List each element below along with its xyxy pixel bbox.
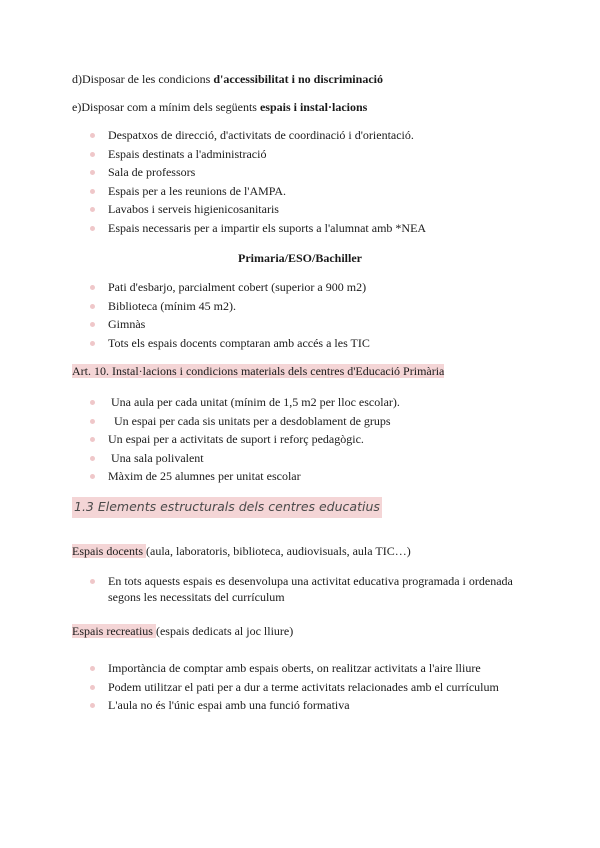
list-item xyxy=(90,146,426,165)
list-item xyxy=(90,279,370,298)
recreatius-paragraph xyxy=(72,623,293,639)
bullet-icon xyxy=(90,285,95,290)
paragraph-accessibility xyxy=(72,71,383,87)
list-item-text: En tots aquests espais es desenvolupa una activitat educativa programada i ordenada segons les necessitats del currículum xyxy=(108,574,513,604)
bullet-icon xyxy=(90,207,95,212)
subtitle-primaria: Primaria/ESO/Bachiller xyxy=(238,251,362,265)
list-item-text: Espais necessaris per a impartir els suports a l'alumnat amb *NEA xyxy=(108,220,427,235)
bullet-icon xyxy=(90,322,95,327)
bullet-icon xyxy=(90,437,95,442)
art10-list xyxy=(90,394,400,487)
bullet-icon xyxy=(90,170,95,175)
list-item xyxy=(90,431,400,450)
list-item xyxy=(90,450,400,469)
bullet-icon xyxy=(90,703,95,708)
list-item xyxy=(90,201,426,220)
bullet-icon xyxy=(90,400,95,405)
bullet-icon xyxy=(90,419,95,424)
paragraph-spaces-prefix: e)Disposar com a mínim dels següents xyxy=(72,100,260,114)
bullet-icon xyxy=(90,685,95,690)
bullet-icon xyxy=(90,579,95,584)
bullet-icon xyxy=(90,189,95,194)
bullet-icon xyxy=(90,474,95,479)
paragraph-accessibility-bold: d'accessibilitat i no discriminació xyxy=(213,72,383,86)
list-item xyxy=(90,183,426,202)
list-item xyxy=(90,335,370,354)
list-item-text: Espais destinats a l'administració xyxy=(108,146,267,161)
bullet-icon xyxy=(90,152,95,157)
bullet-icon xyxy=(90,341,95,346)
spaces-list xyxy=(90,127,426,238)
docents-list xyxy=(90,573,528,605)
docents-paragraph xyxy=(72,543,411,559)
list-item xyxy=(90,298,370,317)
list-item-text: Importància de comptar amb espais oberts, on realitzar activitats a l'aire lliure xyxy=(108,661,481,675)
paragraph-spaces-bold: espais i instal·lacions xyxy=(259,100,368,114)
bullet-icon xyxy=(90,133,95,138)
primaria-list xyxy=(90,279,370,353)
list-item-text: Despatxos de direcció, d'activitats de coordinació i d'orientació. xyxy=(108,128,414,142)
list-item xyxy=(90,413,400,432)
recreatius-label: Espais recreatius xyxy=(72,624,156,638)
list-item-text: Biblioteca (mínim 45 m2). xyxy=(108,298,236,313)
bullet-icon xyxy=(90,456,95,461)
paragraph-accessibility-prefix: d)Disposar de les condicions xyxy=(72,72,214,86)
list-item-text: Tots els espais docents comptaran amb accés a les TIC xyxy=(108,335,370,350)
docents-label: Espais docents xyxy=(72,544,146,558)
list-item-text: Sala de professors xyxy=(108,165,196,179)
list-item xyxy=(90,573,528,605)
list-item-text: Podem utilitzar el pati per a dur a terme activitats relacionades amb el currículum xyxy=(108,679,499,694)
list-item-text: L'aula no és l'únic espai amb una funció formativa xyxy=(108,698,350,712)
list-item-text: Una aula per cada unitat (mínim de 1,5 m2 per lloc escolar). xyxy=(108,395,400,409)
list-item xyxy=(90,164,426,183)
list-item xyxy=(90,394,400,413)
bullet-icon xyxy=(90,666,95,671)
bullet-icon xyxy=(90,226,95,231)
paragraph-spaces xyxy=(72,99,367,115)
list-item-text: Una sala polivalent xyxy=(108,450,204,465)
bullet-icon xyxy=(90,304,95,309)
list-item xyxy=(90,679,499,698)
docents-rest: (aula, laboratoris, biblioteca, audiovisuals, aula TIC…) xyxy=(146,544,411,558)
list-item-text: Màxim de 25 alumnes per unitat escolar xyxy=(108,469,301,483)
list-item xyxy=(90,127,426,146)
recreatius-list xyxy=(90,660,499,716)
recreatius-rest: (espais dedicats al joc lliure) xyxy=(155,624,294,638)
section-heading: 1.3 Elements estructurals dels centres educatius xyxy=(72,497,382,518)
article-10-heading xyxy=(72,363,444,379)
list-item-text: Lavabos i serveis higienicosanitaris xyxy=(108,202,279,216)
list-item-text: Gimnàs xyxy=(108,317,146,331)
article-10-text: Art. 10. Instal·lacions i condicions materials dels centres d'Educació Primària xyxy=(72,364,445,378)
list-item xyxy=(90,660,499,679)
list-item xyxy=(90,316,370,335)
list-item-text: Un espai per cada sis unitats per a desdoblament de grups xyxy=(108,413,391,428)
list-item-text: Pati d'esbarjo, parcialment cobert (superior a 900 m2) xyxy=(108,280,367,294)
list-item xyxy=(90,697,499,716)
list-item-text: Espais per a les reunions de l'AMPA. xyxy=(108,183,287,198)
list-item-text: Un espai per a activitats de suport i reforç pedagògic. xyxy=(108,432,364,446)
list-item xyxy=(90,220,426,239)
list-item xyxy=(90,468,400,487)
